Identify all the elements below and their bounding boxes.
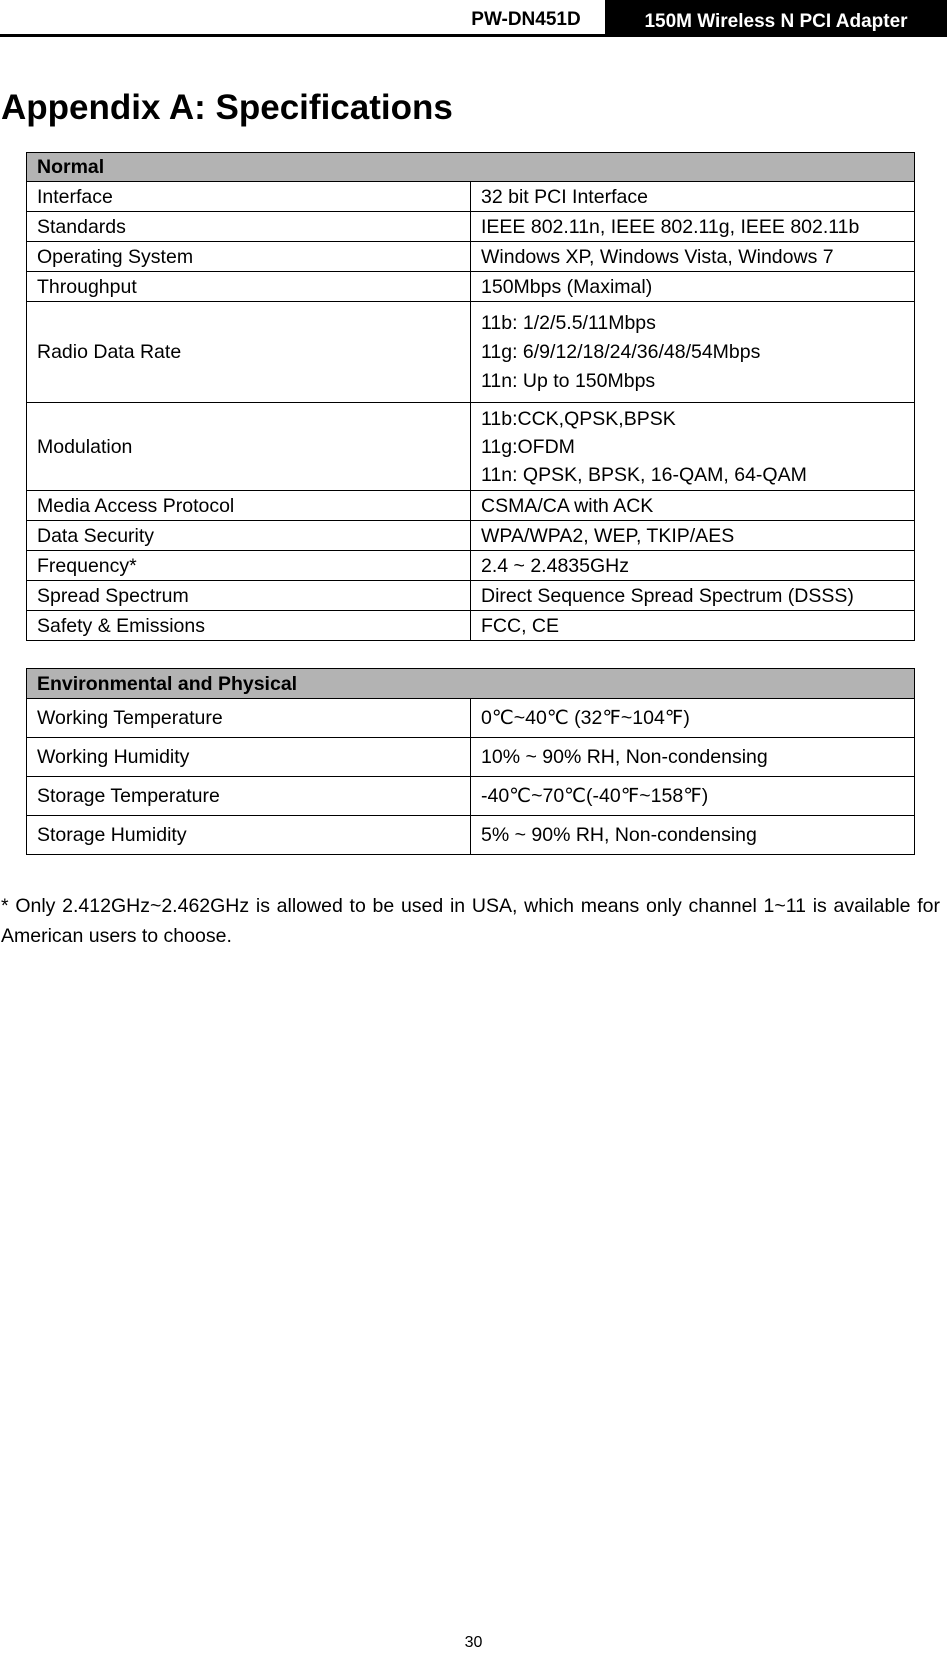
- row-label: Radio Data Rate: [27, 302, 471, 403]
- value-line: 11g: 6/9/12/18/24/36/48/54Mbps: [481, 340, 761, 363]
- row-label: Spread Spectrum: [27, 581, 471, 611]
- value-line: 11n: QPSK, BPSK, 16-QAM, 64-QAM: [481, 463, 807, 486]
- row-label: Standards: [27, 212, 471, 242]
- row-value: Windows XP, Windows Vista, Windows 7: [471, 242, 915, 272]
- table-row: [27, 302, 915, 403]
- row-label: Frequency*: [27, 551, 471, 581]
- normal-table-heading: Normal: [27, 153, 915, 182]
- row-value: 10% ~ 90% RH, Non-condensing: [471, 738, 915, 777]
- table-row: [27, 272, 915, 302]
- table-row: [27, 182, 915, 212]
- table-row: [27, 521, 915, 551]
- table-row: [27, 212, 915, 242]
- row-label: Modulation: [27, 403, 471, 491]
- value-line: 11g:OFDM: [481, 435, 575, 458]
- value-line: 11n: Up to 150Mbps: [481, 369, 656, 392]
- table-row: [27, 699, 915, 738]
- row-label: Storage Humidity: [27, 816, 471, 855]
- row-label: Safety & Emissions: [27, 611, 471, 641]
- row-label: Operating System: [27, 242, 471, 272]
- row-value: 150Mbps (Maximal): [471, 272, 915, 302]
- table-row: [27, 551, 915, 581]
- table-row: [27, 777, 915, 816]
- row-label: Throughput: [27, 272, 471, 302]
- table-row: [27, 581, 915, 611]
- row-value: -40℃~70℃(-40℉~158℉): [471, 777, 915, 816]
- row-value: [471, 302, 915, 403]
- header-model: PW-DN451D: [471, 9, 581, 30]
- normal-spec-table: [26, 152, 915, 641]
- row-value: CSMA/CA with ACK: [471, 491, 915, 521]
- row-value: 5% ~ 90% RH, Non-condensing: [471, 816, 915, 855]
- table-row: [27, 242, 915, 272]
- table-row: [27, 403, 915, 491]
- header-product: 150M Wireless N PCI Adapter: [605, 0, 947, 37]
- page-header: [0, 0, 947, 38]
- row-value: 0℃~40℃ (32℉~104℉): [471, 699, 915, 738]
- row-value: 2.4 ~ 2.4835GHz: [471, 551, 915, 581]
- frequency-footnote: * Only 2.412GHz~2.462GHz is allowed to be used in USA, which means only channel 1~11 is available for American users to choose.: [1, 895, 940, 947]
- table-row: [27, 611, 915, 641]
- value-line: 11b: 1/2/5.5/11Mbps: [481, 311, 656, 334]
- row-value: [471, 403, 915, 491]
- row-label: Data Security: [27, 521, 471, 551]
- row-label: Media Access Protocol: [27, 491, 471, 521]
- row-label: Storage Temperature: [27, 777, 471, 816]
- table-row: [27, 491, 915, 521]
- row-value: FCC, CE: [471, 611, 915, 641]
- row-value: WPA/WPA2, WEP, TKIP/AES: [471, 521, 915, 551]
- page-number: 30: [464, 1634, 483, 1651]
- row-label: Interface: [27, 182, 471, 212]
- row-value: 32 bit PCI Interface: [471, 182, 915, 212]
- page-title: Appendix A: Specifications: [1, 88, 453, 127]
- row-value: IEEE 802.11n, IEEE 802.11g, IEEE 802.11b: [471, 212, 915, 242]
- row-value: Direct Sequence Spread Spectrum (DSSS): [471, 581, 915, 611]
- row-label: Working Temperature: [27, 699, 471, 738]
- table-row: [27, 738, 915, 777]
- env-table-heading: Environmental and Physical: [27, 669, 915, 699]
- table-row: [27, 816, 915, 855]
- environmental-spec-table: [26, 668, 915, 855]
- value-line: 11b:CCK,QPSK,BPSK: [481, 407, 676, 430]
- row-label: Working Humidity: [27, 738, 471, 777]
